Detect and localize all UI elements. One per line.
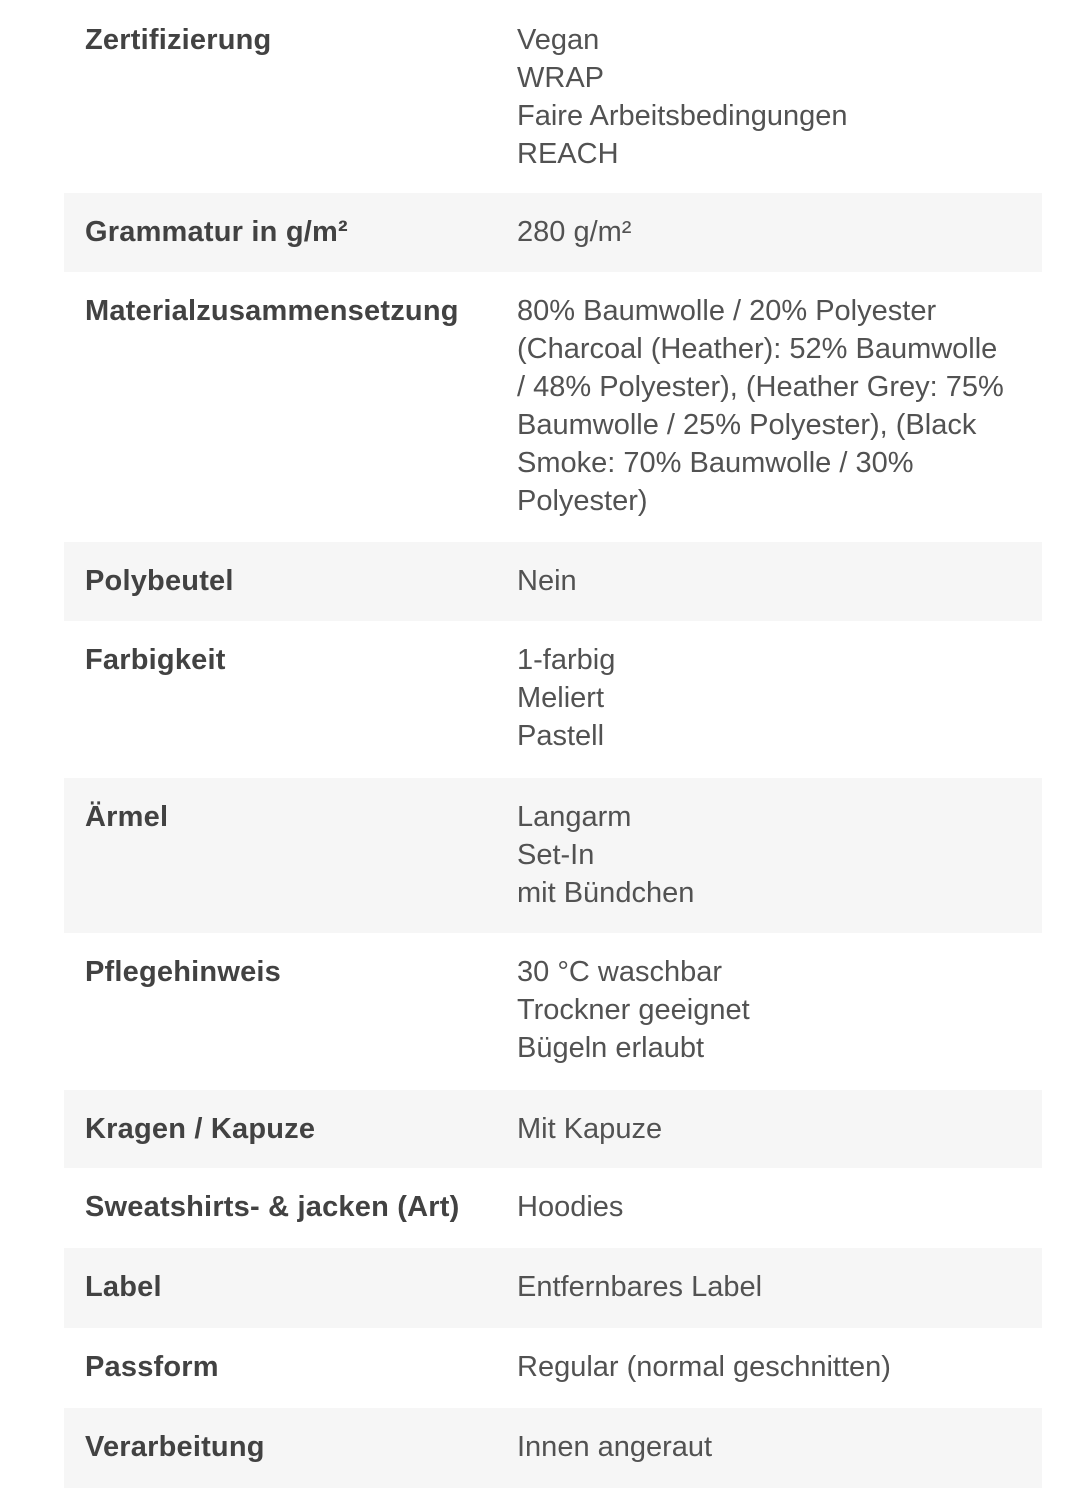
spec-label: Kragen / Kapuze <box>85 1113 316 1145</box>
spec-values <box>517 641 1042 778</box>
spec-value: Smoke: 70% Baumwolle / 30% <box>517 447 914 479</box>
spec-value: 280 g/m² <box>517 216 632 248</box>
spec-row-grammatur <box>64 193 1042 272</box>
spec-value: Nein <box>517 565 577 597</box>
spec-value: Vegan <box>517 24 600 56</box>
spec-row-sweatshirts-art <box>64 1168 1042 1248</box>
spec-values <box>517 213 1042 272</box>
spec-label: Pflegehinweis <box>85 956 281 988</box>
spec-row-polybeutel <box>64 542 1042 621</box>
spec-values <box>517 798 1042 933</box>
spec-label: Grammatur in g/m² <box>85 216 348 248</box>
spec-label: Label <box>85 1271 162 1303</box>
spec-values <box>517 1188 1042 1248</box>
spec-label: Materialzusammensetzung <box>85 295 459 327</box>
spec-value: 30 °C waschbar <box>517 956 723 988</box>
spec-values <box>517 1110 1042 1168</box>
spec-label: Sweatshirts- & jacken (Art) <box>85 1191 460 1223</box>
spec-value: 80% Baumwolle / 20% Polyester <box>517 295 937 327</box>
spec-value: REACH <box>517 138 619 170</box>
spec-value: Innen angeraut <box>517 1431 713 1463</box>
spec-value: Mit Kapuze <box>517 1113 663 1145</box>
spec-label: Polybeutel <box>85 565 234 597</box>
spec-label: Ärmel <box>85 801 169 833</box>
spec-values <box>517 1348 1042 1408</box>
spec-value: Set-In <box>517 839 595 871</box>
spec-label: Farbigkeit <box>85 644 226 676</box>
spec-row-verarbeitung <box>64 1408 1042 1488</box>
spec-values <box>517 953 1042 1090</box>
product-spec-table <box>64 16 1042 1488</box>
spec-values <box>517 562 1042 621</box>
spec-row-label <box>64 1248 1042 1328</box>
spec-label: Passform <box>85 1351 219 1383</box>
spec-values <box>517 292 1042 542</box>
spec-value: (Charcoal (Heather): 52% Baumwolle <box>517 333 998 365</box>
spec-values <box>517 1268 1042 1328</box>
spec-value: mit Bündchen <box>517 877 695 909</box>
spec-value: Baumwolle / 25% Polyester), (Black <box>517 409 977 441</box>
spec-value: Pastell <box>517 720 605 752</box>
spec-row-aermel <box>64 778 1042 933</box>
spec-value: Trockner geeignet <box>517 994 750 1026</box>
spec-value: / 48% Polyester), (Heather Grey: 75% <box>517 371 1004 403</box>
spec-value: Faire Arbeitsbedingungen <box>517 100 848 132</box>
spec-value: Polyester) <box>517 485 648 517</box>
spec-label: Zertifizierung <box>85 24 272 56</box>
spec-value: Langarm <box>517 801 632 833</box>
spec-value: Meliert <box>517 682 605 714</box>
spec-row-pflegehinweis <box>64 933 1042 1090</box>
spec-value: Hoodies <box>517 1191 624 1223</box>
spec-value: Regular (normal geschnitten) <box>517 1351 891 1383</box>
spec-row-farbigkeit <box>64 621 1042 778</box>
spec-value: Entfernbares Label <box>517 1271 763 1303</box>
spec-row-kragen-kapuze <box>64 1090 1042 1168</box>
spec-values <box>517 21 1042 193</box>
spec-values <box>517 1428 1042 1488</box>
spec-value: Bügeln erlaubt <box>517 1032 705 1064</box>
spec-row-zertifizierung <box>64 16 1042 193</box>
spec-row-passform <box>64 1328 1042 1408</box>
spec-value: WRAP <box>517 62 604 94</box>
spec-label: Verarbeitung <box>85 1431 265 1463</box>
spec-value: 1-farbig <box>517 644 616 676</box>
spec-row-materialzusammensetzung <box>64 272 1042 542</box>
